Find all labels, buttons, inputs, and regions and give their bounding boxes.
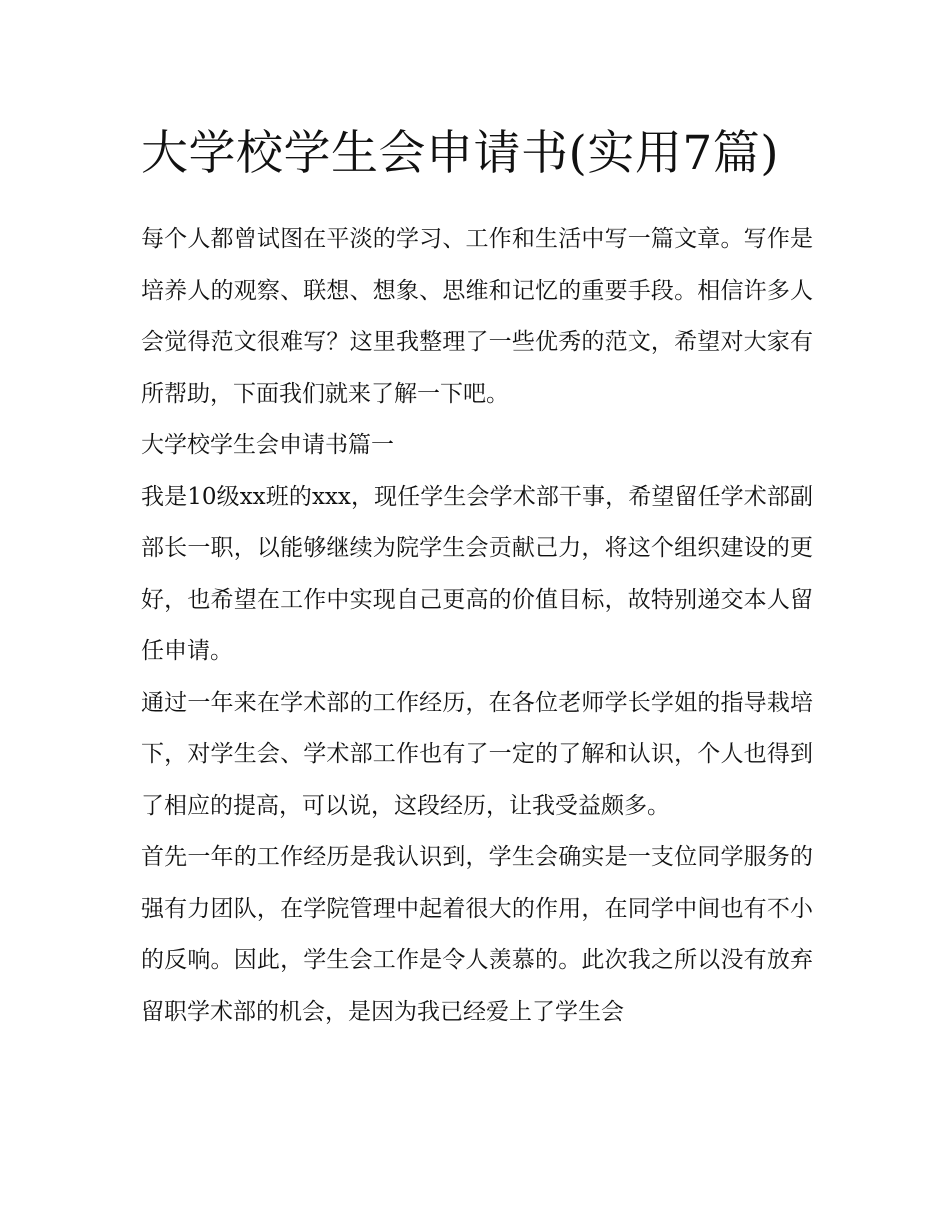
body-paragraph: 我是10级xx班的xxx，现任学生会学术部干事，希望留任学术部副部长一职，以能够继续为院学生会贡献己力，将这个组织建设的更好，也希望在工作中实现自己更高的价值目标，故特别递交本人留任申请。 [141,483,813,664]
body-paragraph: 首先一年的工作经历是我认识到，学生会确实是一支位同学服务的强有力团队，在学院管理中起着很大的作用，在同学中间也有不小的反响。因此，学生会工作是令人羡慕的。此次我之所以没有放弃留职学术部的机会，是因为我已经爱上了学生会 [141,844,813,1025]
body-paragraph: 通过一年来在学术部的工作经历，在各位老师学长学姐的指导栽培下，对学生会、学术部工作也有了一定的了解和认识，个人也得到了相应的提高，可以说，这段经历，让我受益颇多。 [141,689,813,819]
document-page [141,116,813,1038]
section-heading: 大学校学生会申请书篇一 [141,432,394,458]
document-body [141,214,813,1038]
document-title: 大学校学生会申请书(实用7篇) [141,126,780,181]
intro-paragraph: 每个人都曾试图在平淡的学习、工作和生活中写一篇文章。写作是培养人的观察、联想、想象、思维和记忆的重要手段。相信许多人会觉得范文很难写？这里我整理了一些优秀的范文，希望对大家有所帮助，下面我们就来了解一下吧。 [141,226,813,407]
